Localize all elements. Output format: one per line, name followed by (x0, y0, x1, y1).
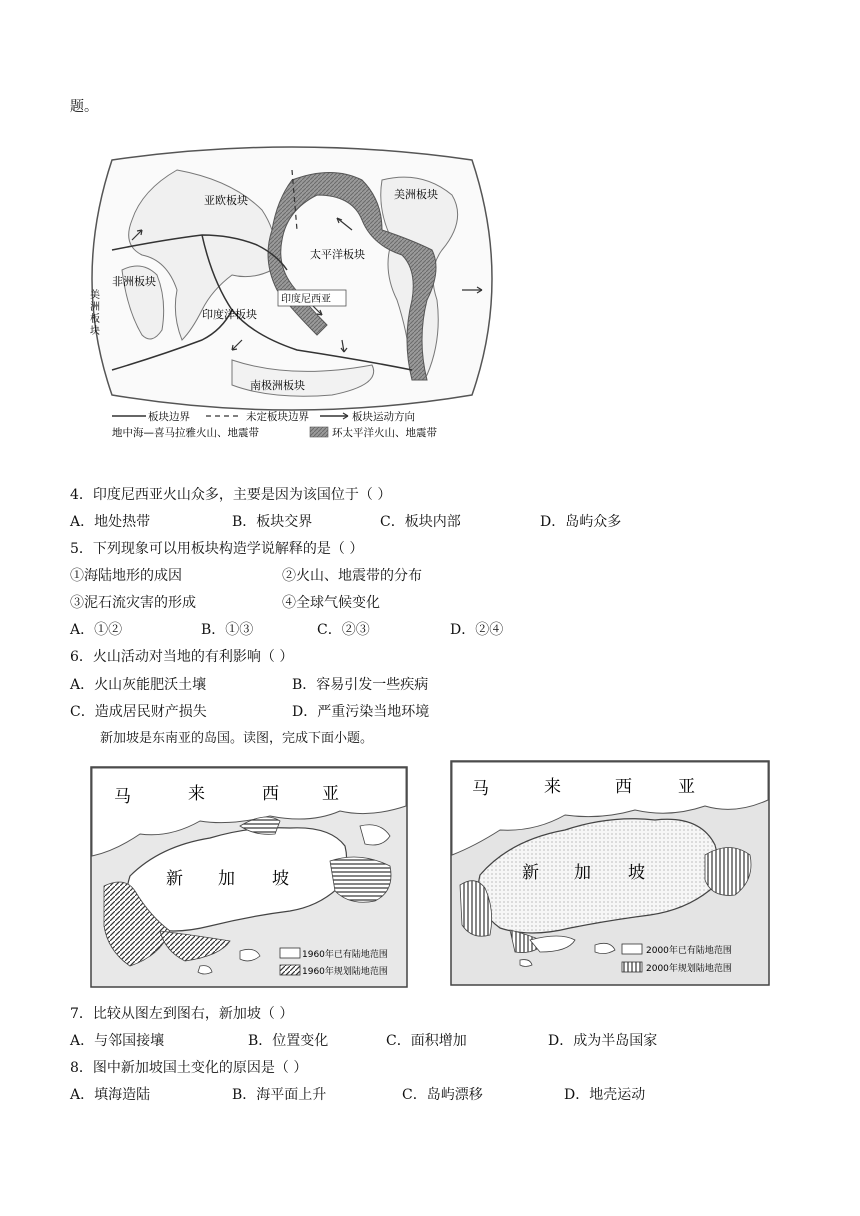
legend-med-belt: 地中海—喜马拉雅火山、地震带 (112, 427, 259, 439)
q5-option-c: C．②③ (317, 622, 370, 638)
q5-item-2: ②火山、地震带的分布 (282, 568, 422, 584)
q7-option-d: D．成为半岛国家 (548, 1033, 658, 1049)
label-indian-ocean: 印度洋板块 (202, 308, 257, 321)
q5-item-4: ④全球气候变化 (282, 595, 380, 611)
q6-stem: 6．火山活动对当地的有利影响（ ） (70, 649, 294, 665)
label-po: 坡 (628, 863, 645, 883)
q6-option-a: A．火山灰能肥沃土壤 (70, 677, 207, 693)
singapore-map-2000 (450, 760, 770, 986)
label-eurasia: 亚欧板块 (204, 194, 248, 207)
label-antarctic: 南极洲板块 (250, 379, 305, 392)
legend-planned-1960: 1960年规划陆地范围 (302, 967, 388, 977)
label-ma: 马 (472, 779, 489, 799)
q6-option-d: D．严重污染当地环境 (292, 704, 430, 720)
label-pacific: 太平洋板块 (310, 248, 365, 261)
plate-tectonics-map (82, 140, 502, 445)
label-ma: 马 (114, 787, 131, 807)
q7-stem: 7．比较从图左到图右，新加坡（ ） (70, 1006, 294, 1022)
label-lai: 来 (544, 777, 561, 797)
legend-existing-2000: 2000年已有陆地范围 (646, 946, 732, 956)
label-ya: 亚 (322, 784, 339, 804)
label-xi: 西 (262, 784, 279, 804)
q6-option-b: B．容易引发一些疾病 (292, 677, 429, 693)
q5-stem: 5．下列现象可以用板块构造学说解释的是（ ） (70, 541, 364, 557)
label-lai: 来 (188, 784, 205, 804)
q4-stem: 4．印度尼西亚火山众多，主要是因为该国位于（ ） (70, 487, 392, 503)
legend-motion: 板块运动方向 (352, 411, 415, 423)
label-xin: 新 (166, 869, 183, 889)
legend-undetermined: 未定板块边界 (246, 411, 309, 423)
singapore-intro: 新加坡是东南亚的岛国。读图，完成下面小题。 (100, 731, 374, 746)
q4-option-a: A．地处热带 (70, 514, 151, 530)
q8-stem: 8．图中新加坡国土变化的原因是（ ） (70, 1060, 308, 1076)
q4-option-b: B．板块交界 (232, 514, 313, 530)
q5-option-b: B．①③ (201, 622, 254, 638)
label-xi: 西 (615, 777, 632, 797)
label-africa: 非洲板块 (112, 275, 156, 288)
q7-option-b: B．位置变化 (248, 1033, 329, 1049)
label-ya: 亚 (678, 777, 695, 797)
q4-option-d: D．岛屿众多 (540, 514, 622, 530)
header-fragment: 题。 (70, 99, 98, 115)
q8-option-a: A．填海造陆 (70, 1087, 151, 1103)
q8-option-b: B．海平面上升 (232, 1087, 327, 1103)
q5-item-1: ①海陆地形的成因 (70, 568, 182, 584)
label-america-top: 美洲板块 (394, 188, 438, 201)
q7-option-a: A．与邻国接壤 (70, 1033, 165, 1049)
label-jia: 加 (218, 869, 235, 889)
q6-option-c: C．造成居民财产损失 (70, 704, 207, 720)
label-indonesia: 印度尼西亚 (281, 294, 331, 305)
legend-existing-1960: 1960年已有陆地范围 (302, 950, 388, 960)
q5-option-d: D．②④ (450, 622, 504, 638)
legend-boundary: 板块边界 (148, 411, 190, 423)
label-xin: 新 (522, 863, 539, 883)
q8-option-c: C．岛屿漂移 (402, 1087, 483, 1103)
singapore-map-1960 (90, 766, 408, 988)
q5-option-a: A．①② (70, 622, 123, 638)
legend-pacific-belt: 环太平洋火山、地震带 (332, 427, 437, 439)
q7-option-c: C．面积增加 (386, 1033, 467, 1049)
q8-option-d: D．地壳运动 (564, 1087, 646, 1103)
q4-option-c: C．板块内部 (380, 514, 461, 530)
legend-planned-2000: 2000年规划陆地范围 (646, 964, 732, 974)
label-america-left: 美洲板块 (90, 290, 100, 337)
q5-item-3: ③泥石流灾害的形成 (70, 595, 196, 611)
label-jia: 加 (574, 863, 591, 883)
label-po: 坡 (272, 869, 289, 889)
